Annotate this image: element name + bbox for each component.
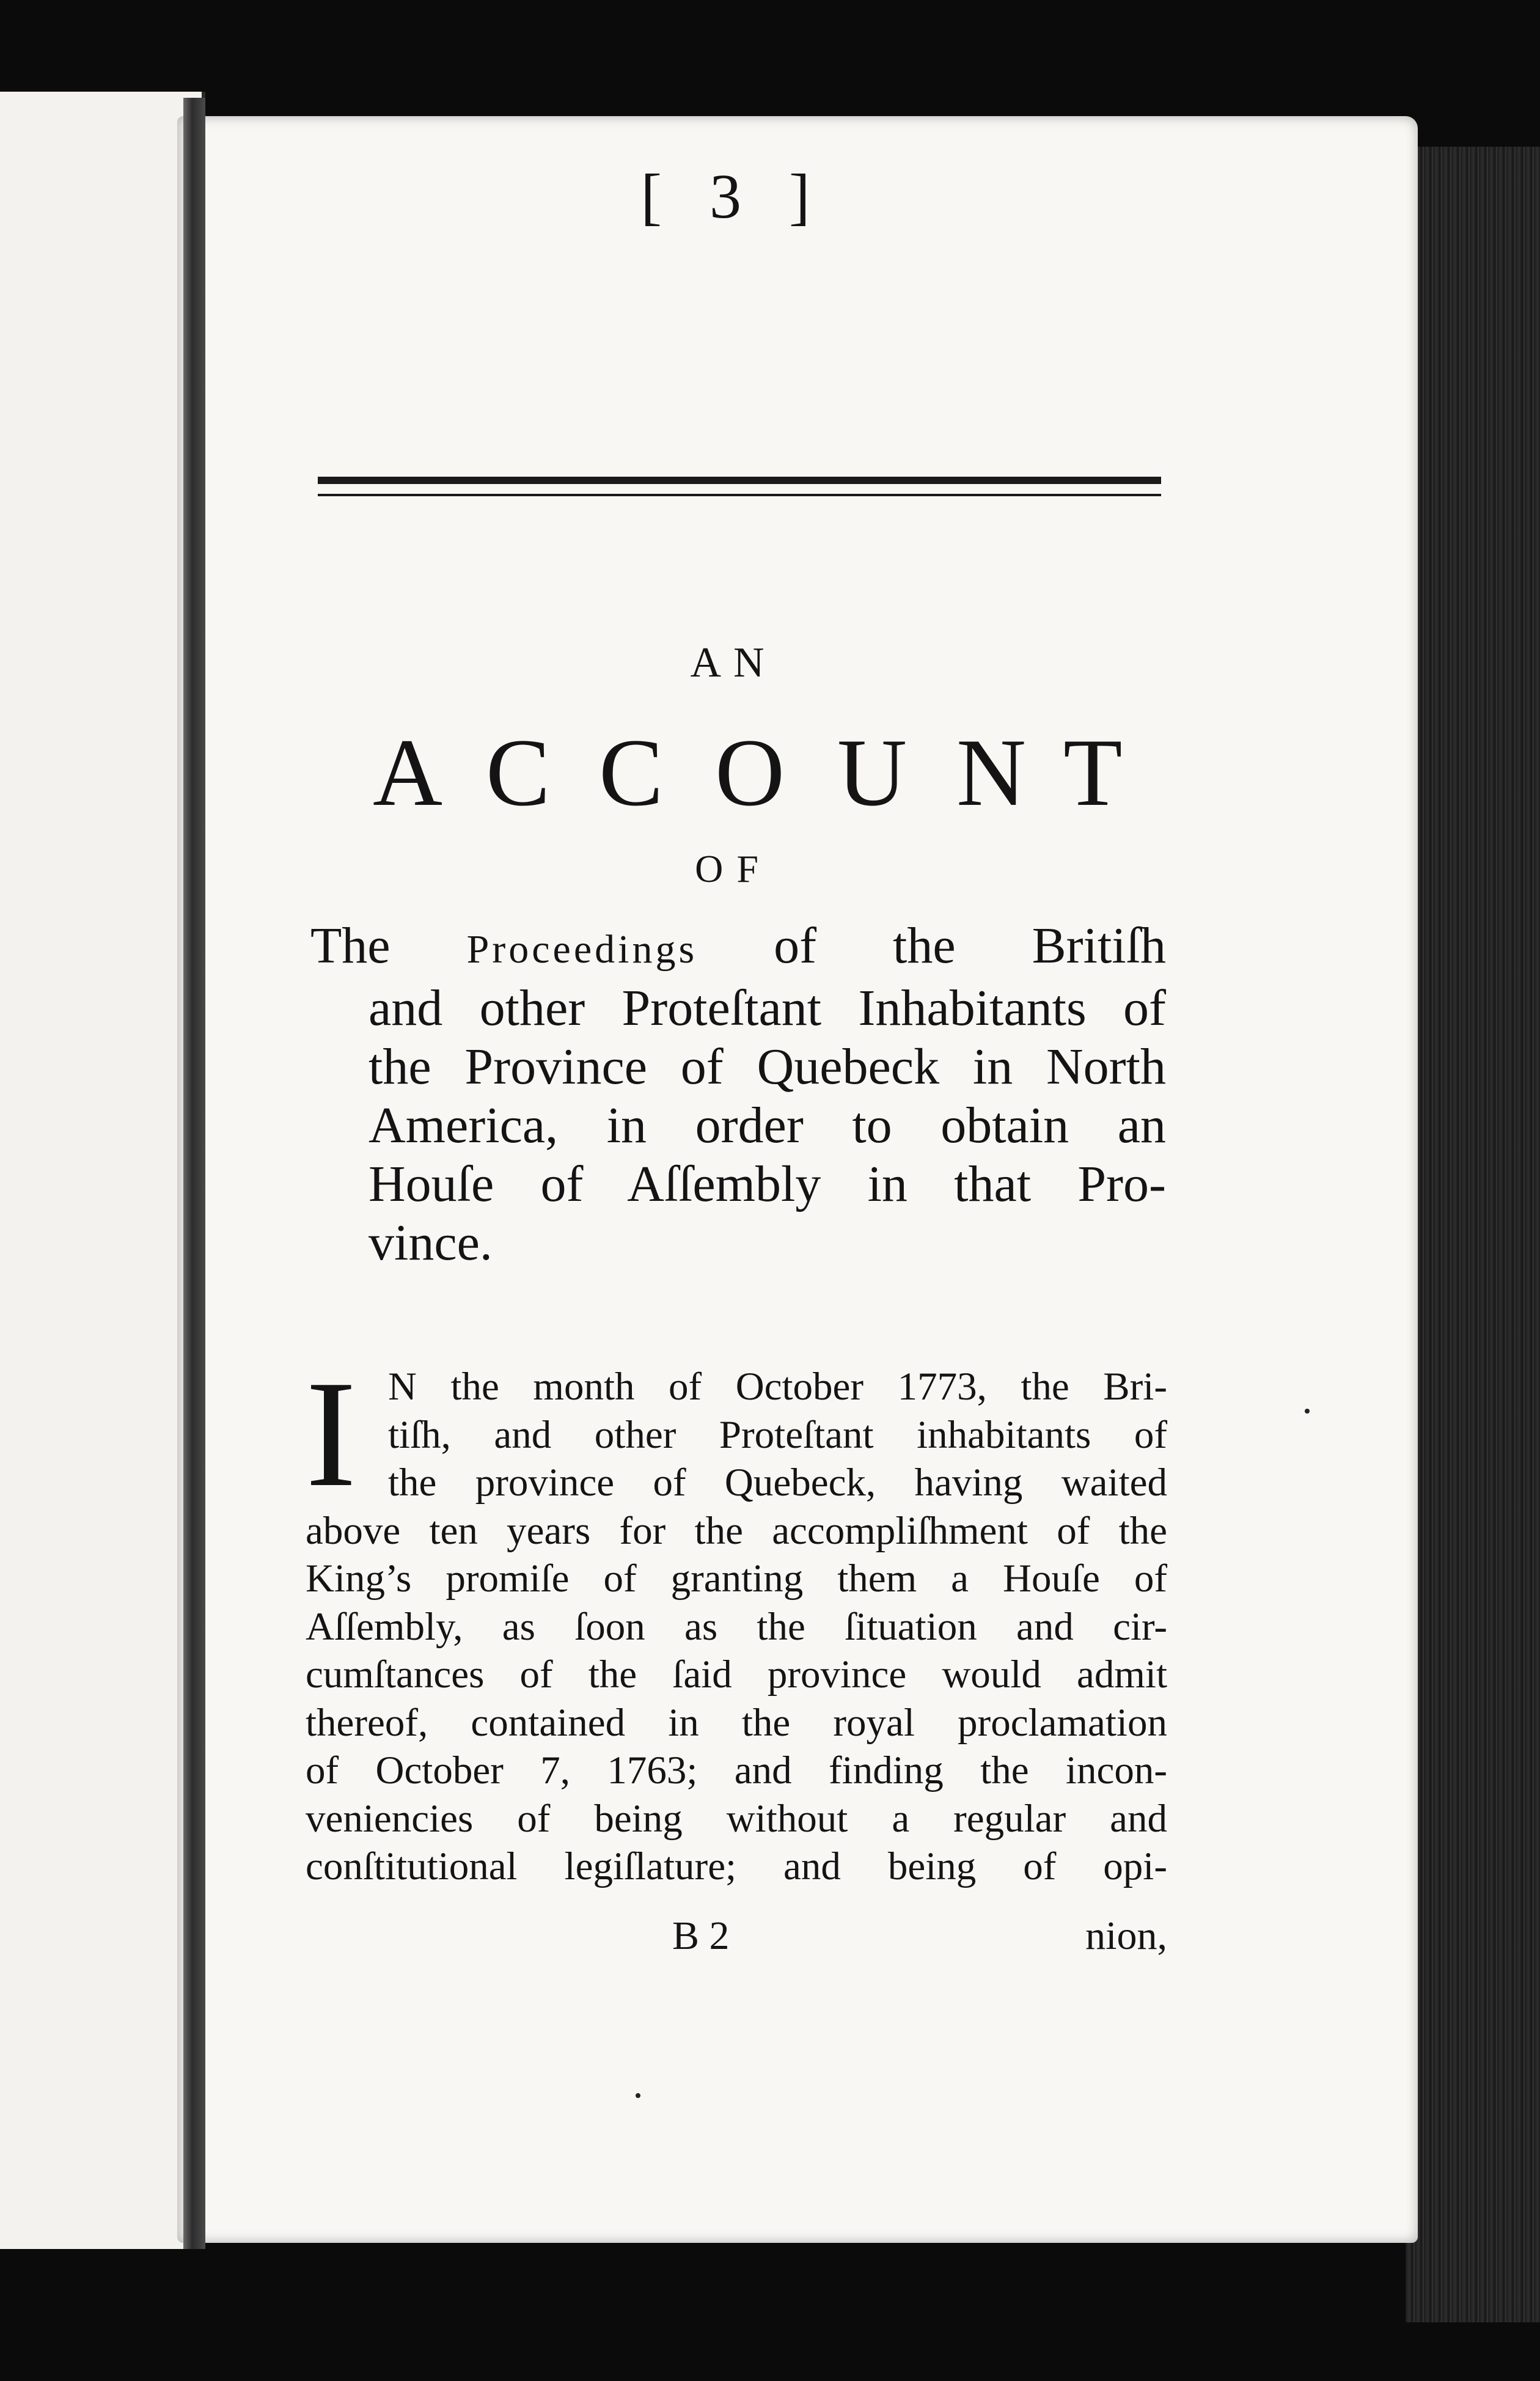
book-fore-edge: [1406, 147, 1540, 2322]
small-caps-word: Proceedings: [466, 927, 698, 972]
title-line: The Proceedings of the Britiſh: [310, 917, 1166, 974]
body-line: King’s promiſe of granting them a Houſe of: [306, 1557, 1167, 1601]
page-number: [ 3 ]: [640, 161, 826, 232]
body-line: thereof, contained in the royal proclamation: [306, 1700, 1167, 1745]
signature-mark: B 2: [672, 1913, 730, 1958]
body-line: conſtitutional legiſlature; and being of opi-: [306, 1844, 1167, 1888]
account-letter: C: [599, 719, 664, 826]
body-line: tiſh, and other Proteſtant inhabitants of: [388, 1412, 1167, 1457]
title-line: and other Proteſtant Inhabitants of: [369, 980, 1166, 1036]
account-letter: N: [956, 719, 1027, 826]
book-gutter: [183, 98, 205, 2249]
body-line: above ten years for the accompliſhment of the: [306, 1508, 1167, 1553]
account-letter: T: [1063, 719, 1123, 826]
account-letter: C: [486, 719, 551, 826]
heading-account: [354, 721, 1124, 825]
facing-page-edge: [0, 92, 205, 2249]
title-line: the Province of Quebeck in North: [369, 1038, 1166, 1095]
heading-an: AN: [690, 639, 777, 686]
body-line: of October 7, 1763; and finding the incon-: [306, 1748, 1167, 1792]
ink-speck: [1305, 1409, 1310, 1414]
ink-speck: [636, 2093, 640, 2098]
title-line: vince.: [369, 1214, 493, 1271]
account-letter: O: [715, 719, 785, 826]
drop-cap: I: [306, 1349, 357, 1519]
title-line: Houſe of Aſſembly in that Pro-: [369, 1156, 1166, 1213]
header-rule-thin: [318, 494, 1161, 496]
body-paragraph: [306, 1349, 1167, 1891]
title-line: America, in order to obtain an: [369, 1097, 1166, 1154]
catchword: nion,: [1085, 1913, 1167, 1958]
body-line: N the month of October 1773, the Bri-: [388, 1365, 1167, 1409]
body-line: the province of Quebeck, having waited: [388, 1461, 1167, 1505]
body-line: Aſſembly, as ſoon as the ſituation and cir-: [306, 1604, 1167, 1649]
body-line: veniencies of being without a regular and: [306, 1796, 1167, 1841]
body-line: cumſtances of the ſaid province would admit: [306, 1653, 1167, 1697]
header-rule-thick: [318, 477, 1161, 484]
account-letter: A: [373, 719, 443, 826]
title-block: [310, 917, 1166, 1272]
heading-of: OF: [695, 847, 772, 890]
account-letter: U: [837, 719, 908, 826]
